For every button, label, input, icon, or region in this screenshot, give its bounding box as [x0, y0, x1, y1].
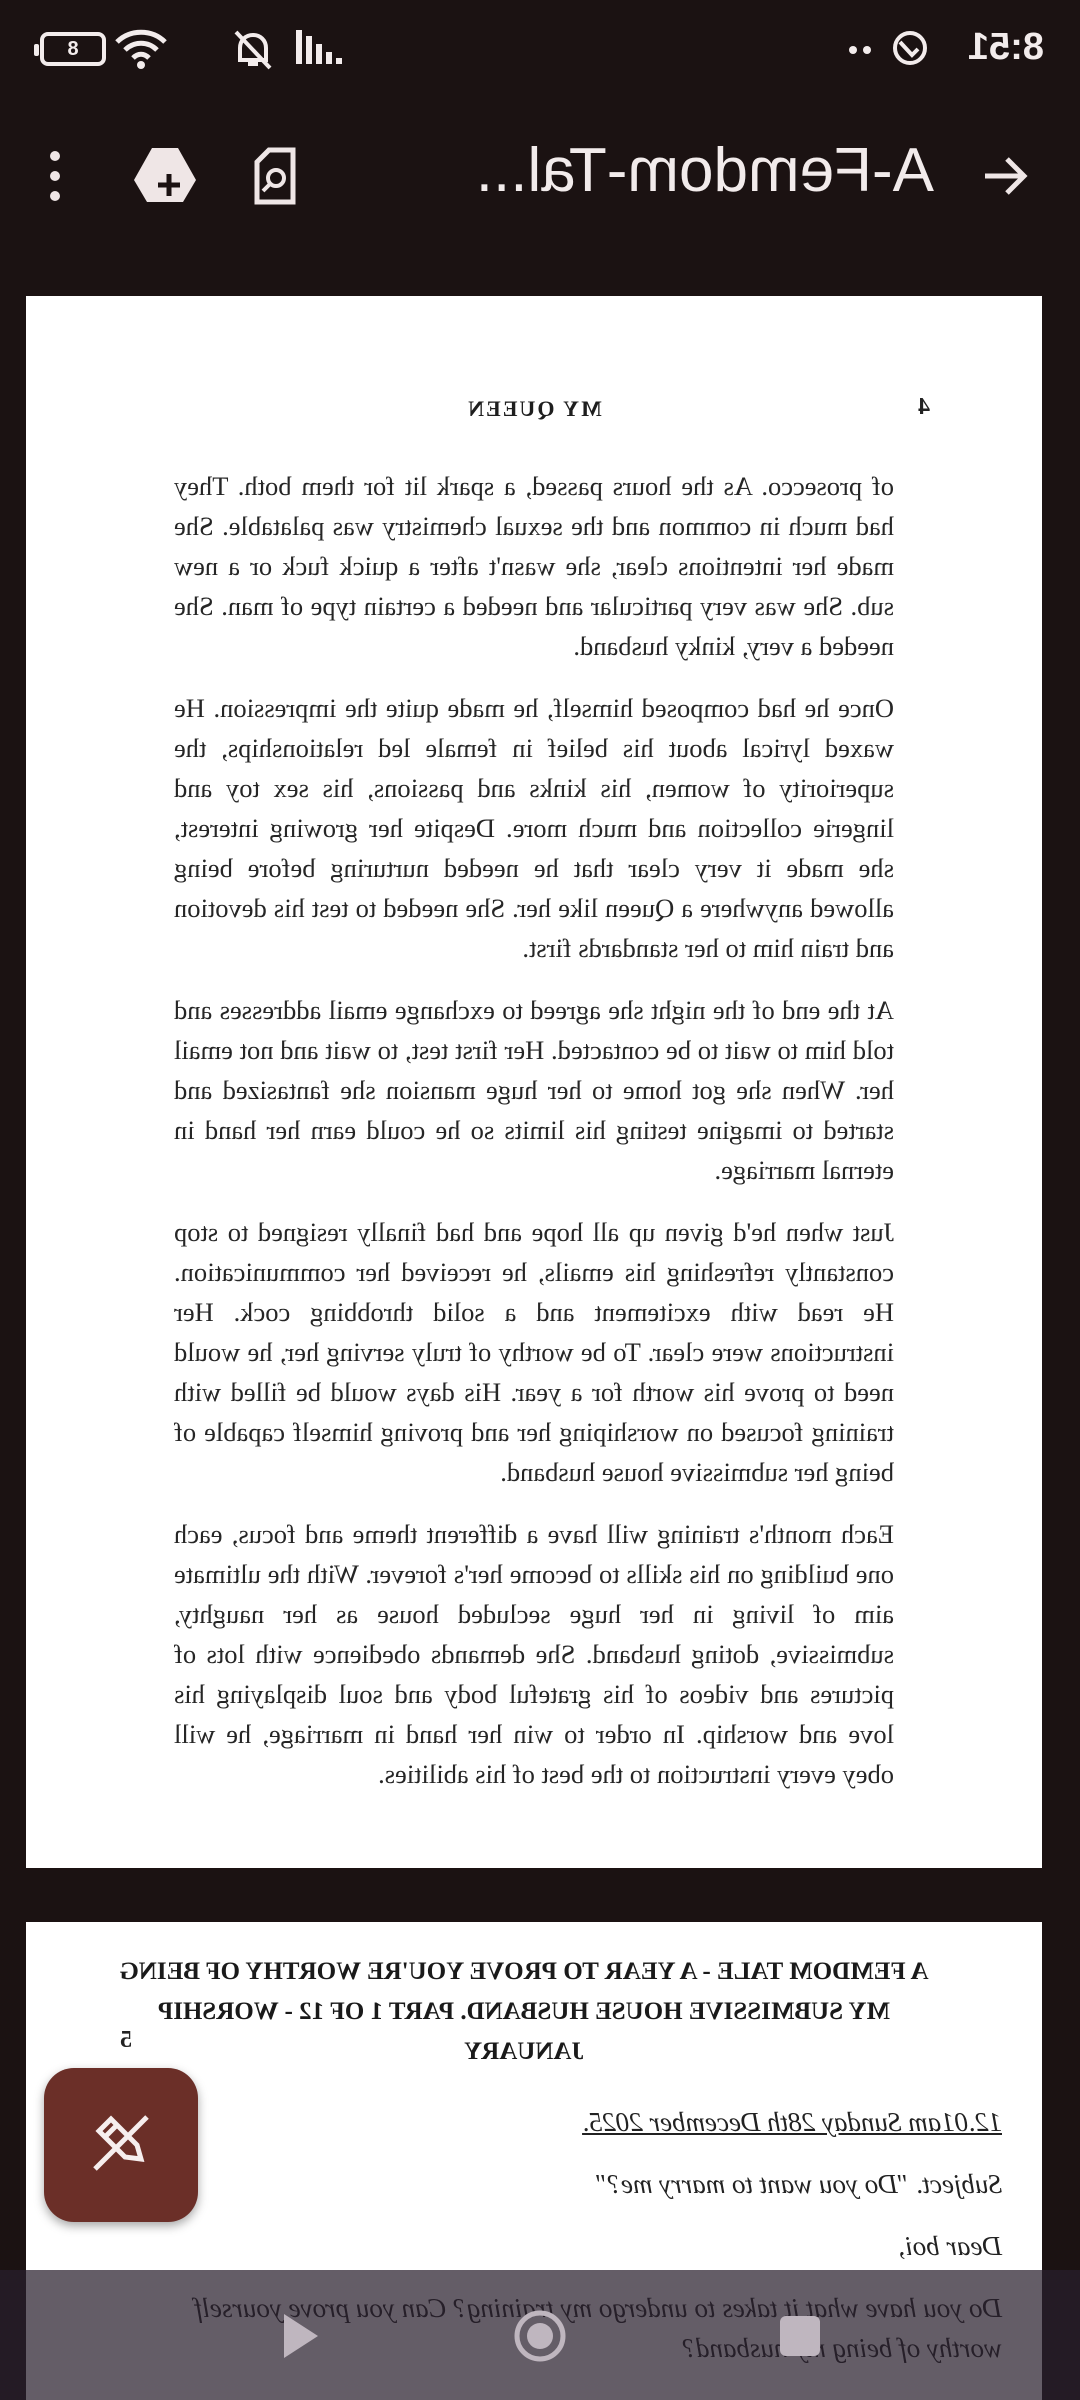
status-bar	[0, 0, 1080, 100]
paragraph: At the end of the night she agreed to exchange email addresses and told him to wait to be contacted. Her first test, to wait and not email her. When she got home to her huge mansion she fantasized and started to imagine testing his limits so he could earn her hand in eternal marriage.	[174, 995, 894, 1185]
running-head: MY QUEEN	[466, 396, 602, 421]
letter-greeting: Dear boi,	[898, 2231, 1002, 2261]
add-to-drive-icon[interactable]	[130, 138, 200, 214]
chapter-heading: A FEMDOM TALE - A YEAR TO PROVE YOU'RE WORTHY OF BEING MY SUBMISSIVE HOUSE HUSBAND. PART 1 OF 12 - WORSHIP JANUARY	[119, 1958, 929, 2065]
document-title: A-Femdom-Tal...	[475, 136, 934, 205]
paragraph: of prosecco. As the hours passed, a spark lit for them both. They had much in common and the sexual chemistry was palatable. She made her intentions clear, she wasn't after a quick fuck or a new sub. She was very particular and needed a certain type of man. She needed a very, kinky husband.	[174, 471, 894, 661]
top-toolbar	[0, 100, 1080, 290]
letter-subject: Subject. "Do you want to marry me?"	[596, 2169, 1002, 2199]
page-number: 5	[120, 2027, 132, 2053]
page-number: 4	[918, 394, 930, 420]
home-circle-icon[interactable]	[510, 2306, 570, 2366]
battery-level: 8	[67, 38, 79, 60]
status-time: 8:51	[967, 26, 1044, 68]
letter-date: 12.01am Sunday 28th December 2025.	[582, 2107, 1002, 2137]
signal-icon	[290, 28, 346, 68]
edit-off-icon	[81, 2103, 161, 2187]
recents-square-icon[interactable]	[770, 2306, 830, 2366]
mute-icon	[230, 28, 276, 68]
battery-icon	[40, 32, 106, 66]
find-in-page-icon[interactable]	[240, 138, 310, 214]
check-circle-icon	[890, 28, 930, 68]
edit-fab-button[interactable]	[44, 2068, 198, 2222]
system-nav-bar	[0, 2270, 1080, 2400]
back-triangle-icon[interactable]	[268, 2306, 328, 2366]
page-body	[174, 466, 894, 1816]
paragraph: Each month's training will have a different theme and focus, each one building on his skills to become her's forever. With the ultimate aim of living in her huge secluded house as her naughty, submissive, doting husband. She demands obedience with lots of pictures and videos of his grateful body and soul displaying his love and worship. In order to win her hand in marriage, he will obey every instruction to the best of his abilities.	[174, 1519, 894, 1789]
paragraph: Just when he'd given up all hope and had finally resigned to stop constantly refreshing his emails, he received her communication. He read with excitement and a solid throbbing cock. Her instructions were clear. To be worthy of truly serving her, he would need to prove his worth for a year. His days would be filled with training focused on worshiping her and proving himself capable of being her submissive house husband.	[174, 1217, 894, 1487]
paragraph: Once he had composed himself, he made quite the impression. He waxed lyrical about his belief in female led relationships, the superiority of women, his kinks and passions, his sex toy and lingerie collection and much more. Despite her growing interest, she made it very clear that he needed nurturing before being allowed anywhere a Queen like her. She needed to test his devotion and train him to her standards first.	[174, 693, 894, 963]
pdf-page-4[interactable]	[26, 296, 1042, 1868]
more-vert-icon[interactable]	[20, 138, 90, 214]
back-arrow-icon[interactable]	[970, 138, 1040, 214]
more-dots-icon	[845, 28, 875, 68]
wifi-icon	[115, 28, 167, 68]
